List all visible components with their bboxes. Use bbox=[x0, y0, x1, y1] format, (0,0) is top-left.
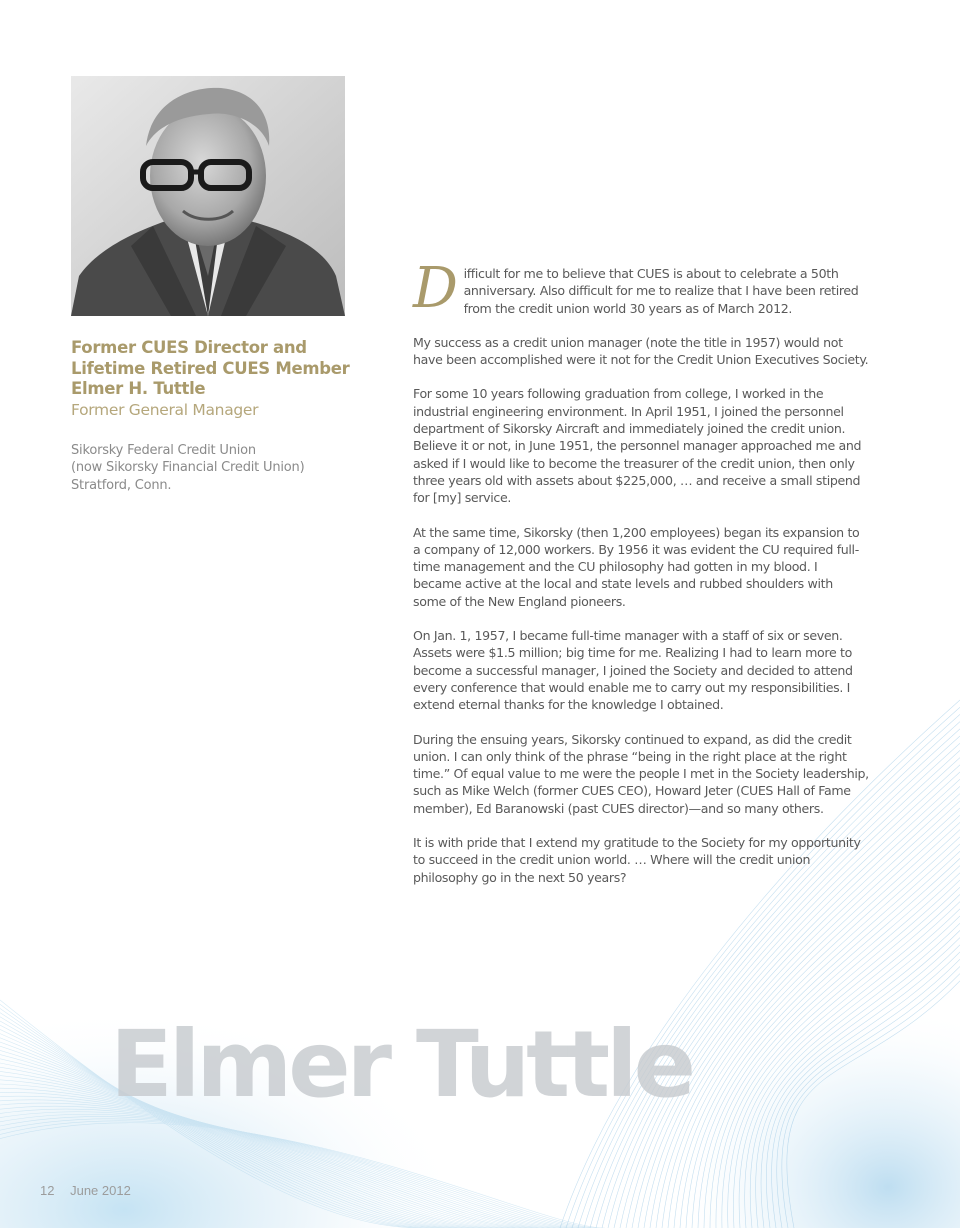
page-number: 12 bbox=[40, 1183, 55, 1198]
article-paragraph: My success as a credit union manager (note the title in 1957) would not have been accomplished were it not for the Credit Union Executives Society. bbox=[413, 334, 869, 368]
caption-org-line: (now Sikorsky Financial Credit Union) bbox=[71, 460, 305, 475]
caption bbox=[71, 338, 361, 494]
article-paragraph: At the same time, Sikorsky (then 1,200 employees) began its expansion to a company of 12,000 workers. By 1956 it was evident the CU required full-time management and the CU philosophy had gotten in my blood. I became active at the local and state levels and rubbed shoulders with some of the New England pioneers. bbox=[413, 524, 860, 609]
page-footer bbox=[40, 1183, 131, 1198]
article-body bbox=[413, 256, 869, 903]
caption-org bbox=[71, 442, 361, 495]
article-paragraph: On Jan. 1, 1957, I became full-time manager with a staff of six or seven. Assets were $1.5 million; big time for me. Realizing I had to learn more to become a successful manager, I joined the Society and decided to attend every conference that would enable me to carry out my responsibilities. I extend eternal thanks for the knowledge I obtained. bbox=[413, 628, 853, 713]
caption-org-line: Stratford, Conn. bbox=[71, 477, 172, 493]
article-lead-text: ifficult for me to believe that CUES is about to celebrate a 50th anniversary. Also difficult for me to realize that I have been retired from the credit union world 30 years as of March 2012. bbox=[463, 266, 859, 316]
caption-org-line: Sikorsky Federal Credit Union bbox=[71, 442, 256, 458]
issue-date: June 2012 bbox=[70, 1183, 131, 1198]
article-paragraph: It is with pride that I extend my gratitude to the Society for my opportunity to succeed in the credit union world. … Where will the credit union philosophy go in the next 50 years? bbox=[413, 835, 861, 885]
article-paragraph: For some 10 years following graduation from college, I worked in the industrial engineering environment. In April 1951, I joined the personnel department of Sikorsky Aircraft and immediately joined the credit union. Believe it or not, in June 1951, the personnel manager approached me and asked if I would like to become the treasurer of the credit union, then only three years old with assets about $225,000, … and receive a small stipend for [my] service. bbox=[413, 386, 862, 506]
portrait-photo bbox=[71, 76, 345, 316]
caption-name-line: Former CUES Director and bbox=[71, 338, 307, 357]
drop-cap: D bbox=[413, 256, 458, 321]
caption-role: Former General Manager bbox=[71, 400, 259, 419]
caption-name-line: Lifetime Retired CUES Member bbox=[71, 358, 350, 378]
article-paragraph: During the ensuing years, Sikorsky continued to expand, as did the credit union. I can only think of the phrase “being in the right place at the right time.” Of equal value to me were the people I met in the Society leadership, such as Mike Welch (former CUES CEO), Howard Jeter (CUES Hall of Fame member), Ed Baranowski (past CUES director)—and so many others. bbox=[413, 731, 869, 816]
watermark-name: Elmer Tuttle bbox=[110, 1011, 693, 1118]
article-lead-paragraph bbox=[413, 256, 869, 321]
caption-name-line: Elmer H. Tuttle bbox=[71, 379, 206, 398]
